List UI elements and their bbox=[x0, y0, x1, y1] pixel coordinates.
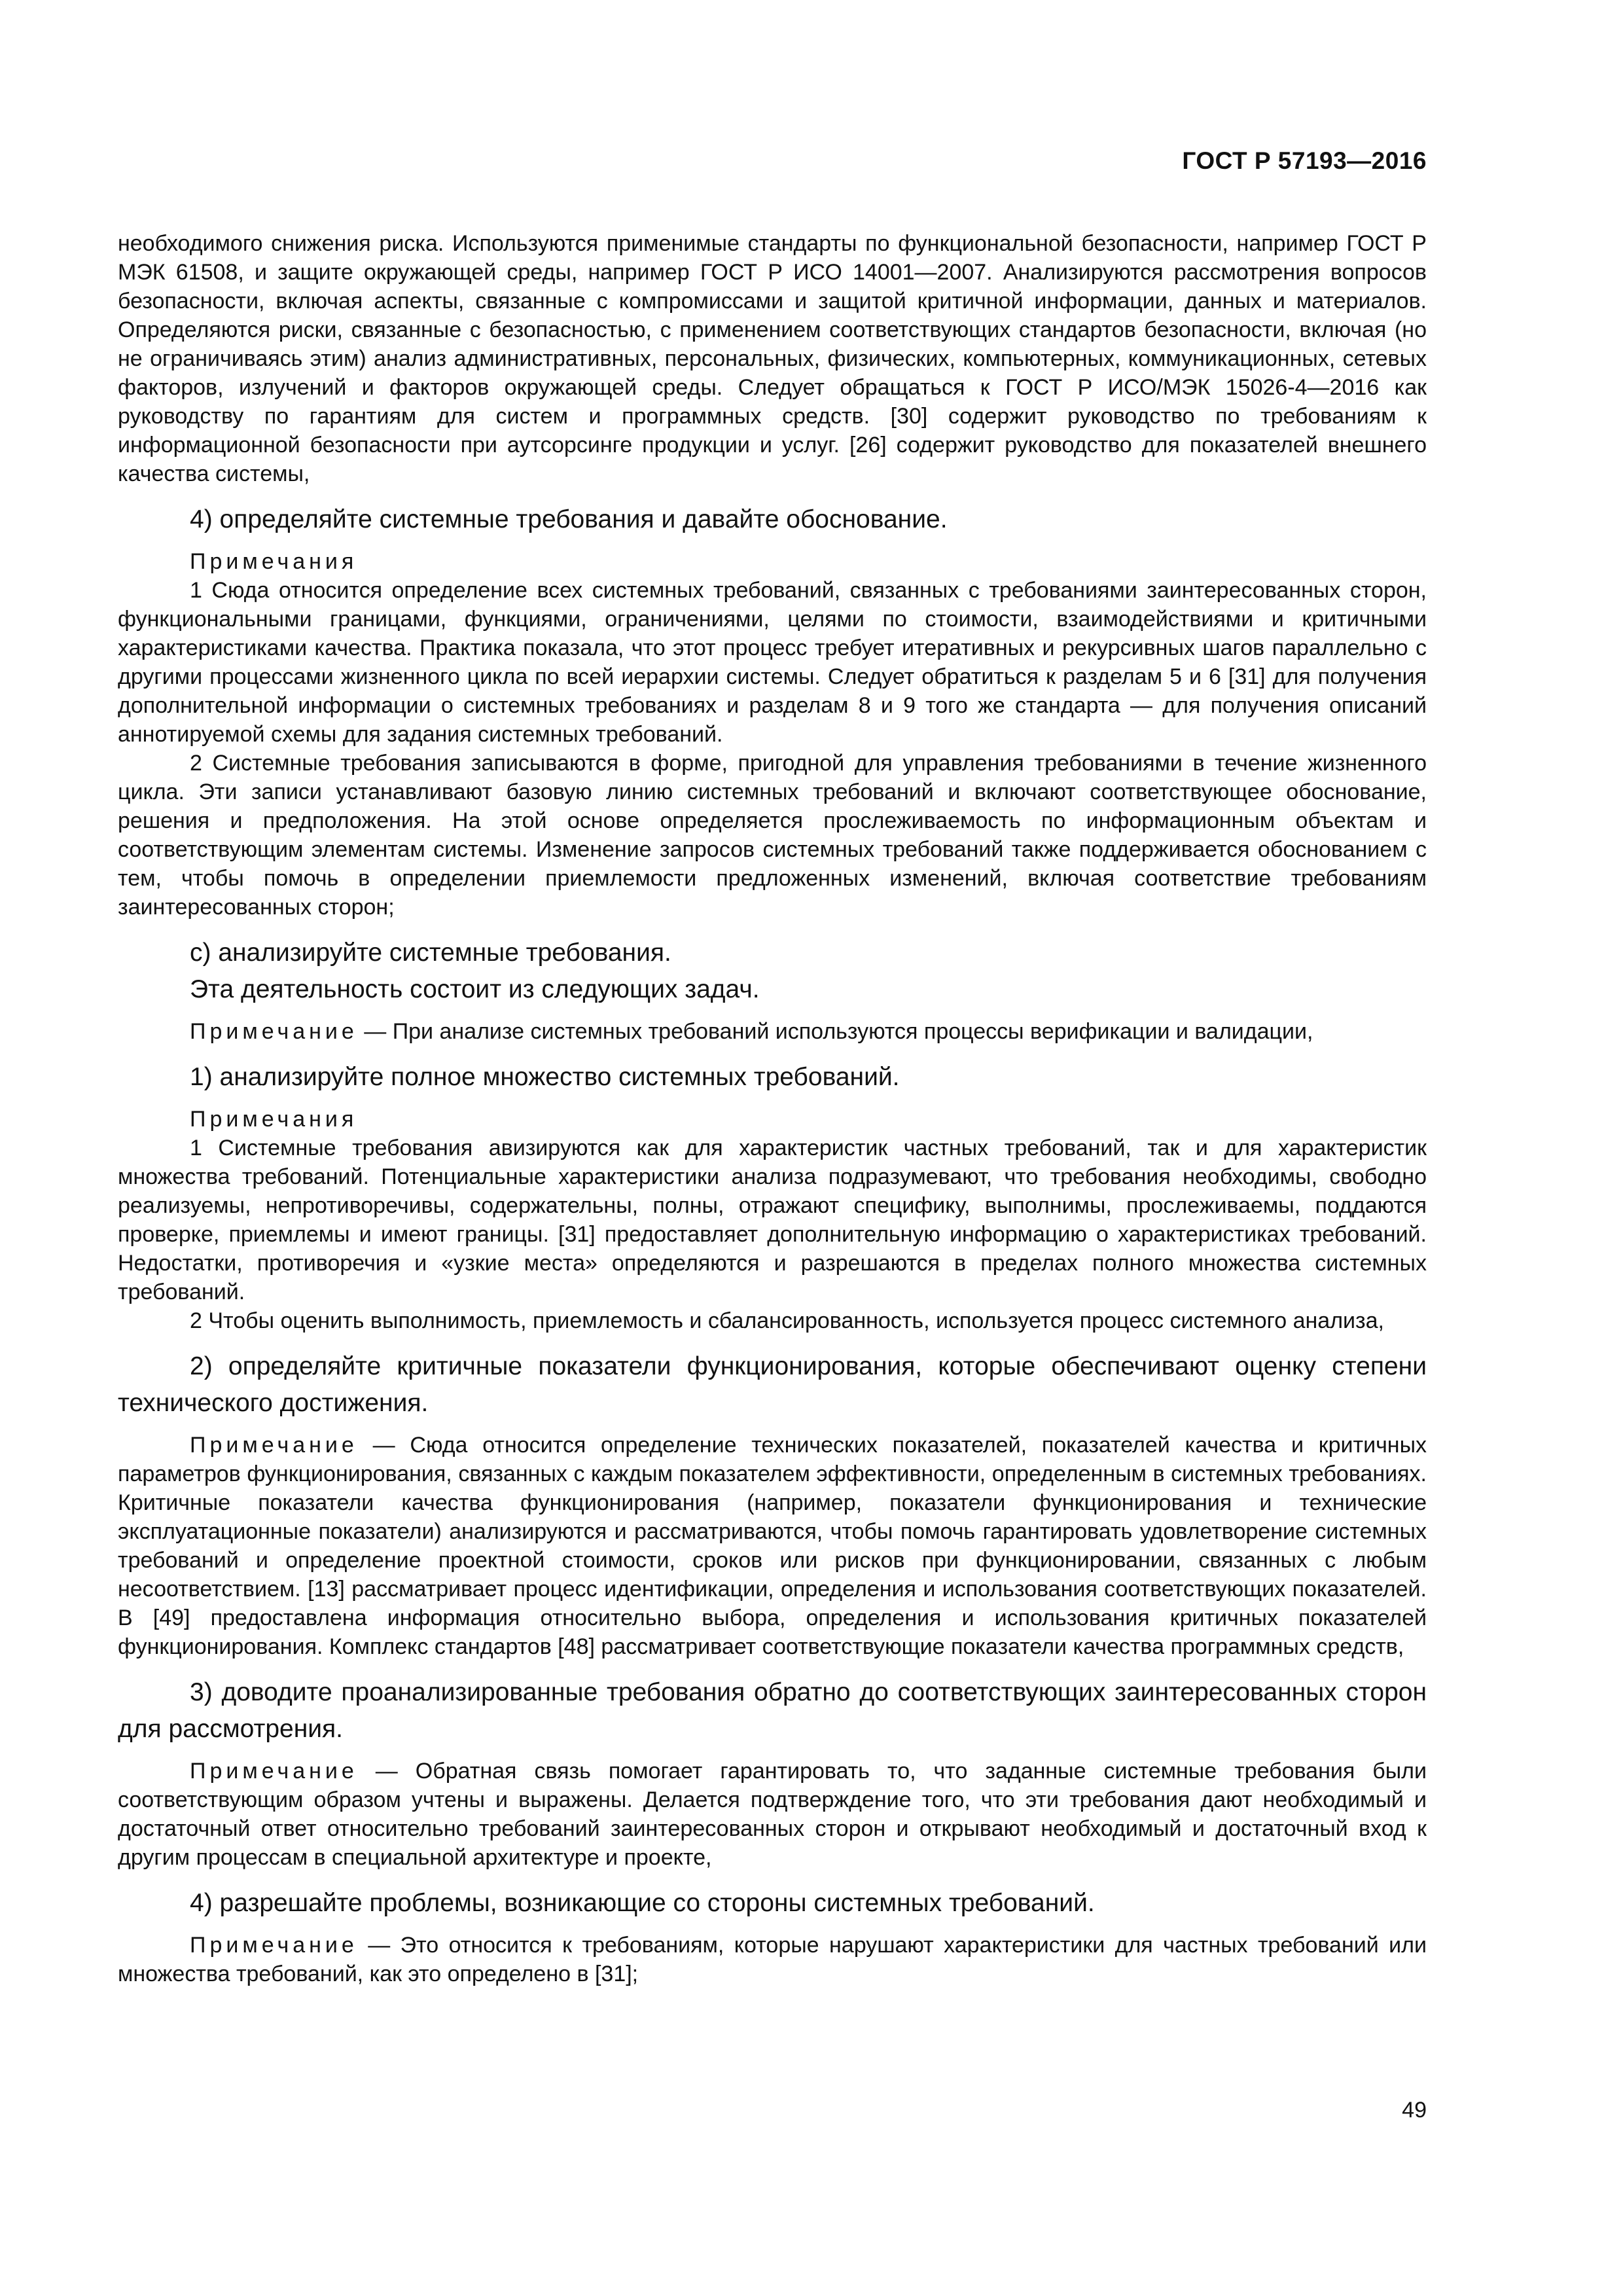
note-c2 bbox=[118, 1431, 1427, 1661]
step-c-line1: с) анализируйте системные требования. bbox=[190, 939, 671, 967]
step-c-line2: Эта деятельность состоит из следующих задач. bbox=[190, 975, 760, 1003]
note-b4-1: 1 Сюда относится определение всех системных требований, связанных с требованиями заинтересованных сторон, функциональными границами, функциями, ограничениями, целями по стоимости, взаимодействиями и критичными характеристиками качества. Практика показала, что этот процесс требует итеративных и рекурсивных шагов параллельно с другими процессами жизненного цикла по всей иерархии системы. Следует обратиться к разделам 5 и 6 [31] для получения дополнительной информации о системных требованиях и разделам 8 и 9 того же стандарта — для получения описаний аннотируемой схемы для задания системных требований. bbox=[118, 578, 1427, 747]
note-c3 bbox=[118, 1757, 1427, 1872]
standard-header: ГОСТ Р 57193—2016 bbox=[1182, 147, 1427, 174]
document-page bbox=[118, 0, 1427, 2296]
notes-label: Примечания bbox=[190, 549, 358, 574]
note-label: Примечание bbox=[190, 1759, 358, 1784]
step-c2-heading: 2) определяйте критичные показатели функционирования, которые обеспечивают оценку степени технического достижения. bbox=[118, 1352, 1427, 1417]
intro-paragraph: необходимого снижения риска. Используются применимые стандарты по функциональной безопасности, например ГОСТ Р МЭК 61508, и защите окружающей среды, например ГОСТ Р ИСО 14001—2007. Анализируются рассмотрения вопросов безопасности, включая аспекты, связанные с компромиссами и защитой критичной информации, данных и материалов. Определяются риски, связанные с безопасностью, с применением соответствующих стандартов безопасности, включая (но не ограничиваясь этим) анализ административных, персональных, физических, компьютерных, коммуникационных, сетевых факторов, излучений и факторов окружающей среды. Следует обращаться к ГОСТ Р ИСО/МЭК 15026-4—2016 как руководству по гарантиям для систем и программных средств. [30] содержит руководство по требованиям к информационной безопасности при аутсорсинге продукции и услуг. [26] содержит руководство для показателей внешнего качества системы, bbox=[118, 231, 1427, 486]
note-c2-text: — Сюда относится определение технических показателей, показателей качества и критичных параметров функционирования, связанных с каждым показателем эффективности, определенным в системных требованиях. Критичные показатели качества функционирования (например, показатели функционирования и технические эксплуатационные показатели) анализируются и рассматриваются, чтобы помочь гарантировать удовлетворение системных требований и определение проектной стоимости, сроков или рисков при функционировании, связанных с любым несоответствием. [13] рассматривает процесс идентификации, определения и использования соответствующих показателей. В [49] предоставлена информация относительно выбора, определения и использования критичных показателей функционирования. Комплекс стандартов [48] рассматривает соответствующие показатели качества программных средств, bbox=[118, 1433, 1427, 1659]
notes-label: Примечания bbox=[190, 1107, 358, 1132]
note-c-text: — При анализе системных требований используются процессы верификации и валидации, bbox=[357, 1019, 1313, 1044]
note-c4-text: — Это относится к требованиям, которые нарушают характеристики для частных требований или множества требований, как это определено в [31]; bbox=[118, 1933, 1427, 1986]
note-c bbox=[118, 1017, 1427, 1046]
note-label: Примечание bbox=[190, 1019, 358, 1044]
page-number: 49 bbox=[1402, 2098, 1427, 2123]
page-content bbox=[118, 229, 1427, 1988]
note-c3-text: — Обратная связь помогает гарантировать то, что заданные системные требования были соответствующим образом учтены и выражены. Делается подтверждение того, что эти требования дают необходимый и достаточный ответ относительно требований заинтересованных сторон и открывают необходимый и достаточный вход к другим процессам в специальной архитектуре и проекте, bbox=[118, 1759, 1427, 1870]
note-c1-1: 1 Системные требования авизируются как для характеристик частных требований, так и для характеристик множества требований. Потенциальные характеристики анализа подразумевают, что требования необходимы, свободно реализуемы, непротиворечивы, содержательны, полны, отражают специфику, выполнимы, прослеживаемы, поддаются проверке, приемлемы и имеют границы. [31] предоставляет дополнительную информацию о характеристиках требований. Недостатки, противоречия и «узкие места» определяются и разрешаются в пределах полного множества системных требований. bbox=[118, 1136, 1427, 1304]
note-c4 bbox=[118, 1931, 1427, 1988]
step-b4-heading: 4) определяйте системные требования и давайте обоснование. bbox=[190, 505, 948, 533]
step-c-heading bbox=[118, 935, 1427, 1008]
note-label: Примечание bbox=[190, 1933, 358, 1958]
step-c3-heading: 3) доводите проанализированные требования обратно до соответствующих заинтересованных сторон для рассмотрения. bbox=[118, 1678, 1427, 1743]
step-c1-heading: 1) анализируйте полное множество системных требований. bbox=[190, 1063, 900, 1091]
note-c1-2: 2 Чтобы оценить выполнимость, приемлемость и сбалансированность, используется процесс системного анализа, bbox=[190, 1308, 1384, 1333]
note-b4-2: 2 Системные требования записываются в форме, пригодной для управления требованиями в течение жизненного цикла. Эти записи устанавливают базовую линию системных требований и включают соответствующее обоснование, решения и предположения. На этой основе определяется прослеживаемость по информационным объектам и соответствующим элементам системы. Изменение запросов системных требований также поддерживается обоснованием с тем, чтобы помочь в определении приемлемости предложенных изменений, включая соответствие требованиям заинтересованных сторон; bbox=[118, 751, 1427, 920]
step-c4-heading: 4) разрешайте проблемы, возникающие со стороны системных требований. bbox=[190, 1889, 1095, 1917]
note-label: Примечание bbox=[190, 1433, 358, 1458]
